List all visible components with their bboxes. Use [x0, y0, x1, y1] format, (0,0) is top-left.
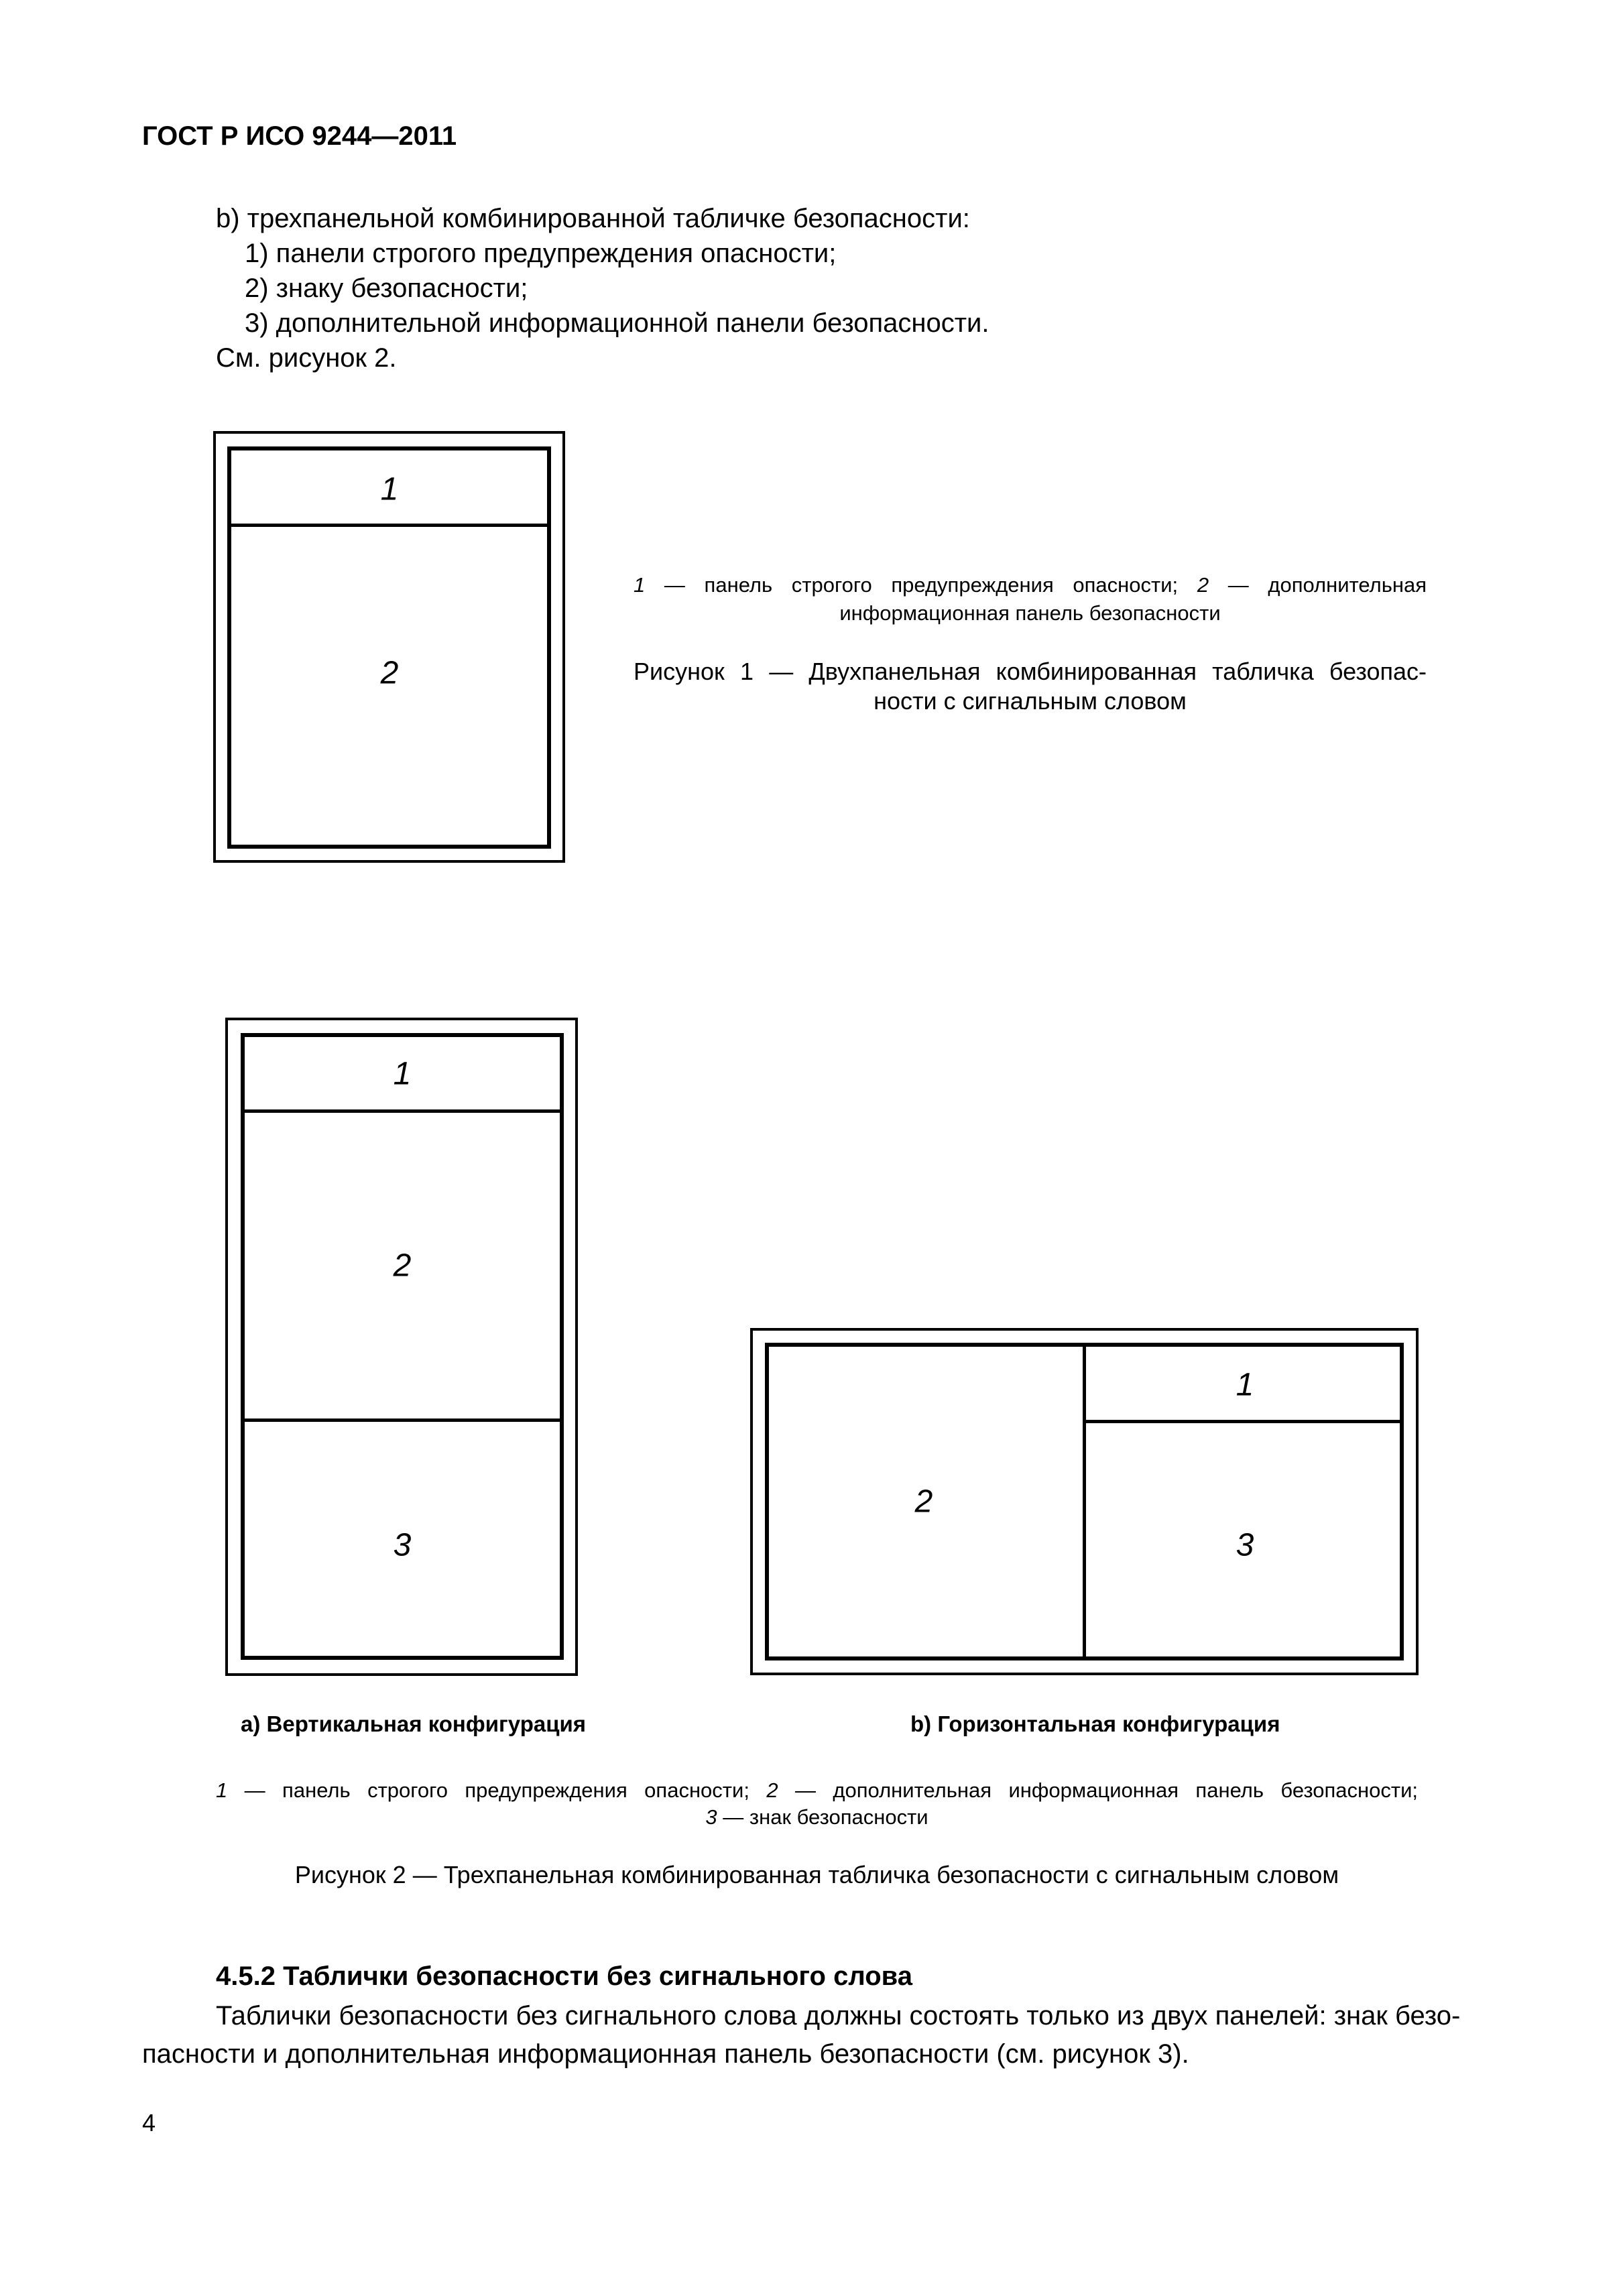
figure2-legend-num1: 1: [216, 1778, 228, 1802]
figure2-legend-text3: — знак безопасности: [717, 1805, 928, 1829]
section-paragraph-line1: Таблички безопасности без сигнального слова должны состоять только из двух панелей: знак безо-: [216, 2001, 1461, 2031]
figure1-panel-label-1: 1: [380, 471, 399, 507]
figure2a-inner-frame: [241, 1033, 564, 1660]
figure1-caption-line2: ности с сигнальным словом: [874, 687, 1187, 715]
figure2b-caption: b) Горизонтальная конфигурация: [910, 1711, 1280, 1736]
figure2-legend-text1: — панель строгого предупреждения опасности;: [227, 1778, 767, 1802]
figure1-panel-label-2: 2: [380, 655, 399, 691]
standard-header: ГОСТ Р ИСО 9244—2011: [142, 121, 457, 151]
section-title: 4.5.2 Таблички безопасности без сигнального слова: [216, 1961, 912, 1991]
figure1-legend-text1: — панель строгого предупреждения опасности;: [645, 573, 1197, 597]
figure2-legend-num2: 2: [766, 1778, 778, 1802]
figure2b-panel-label-3: 3: [1236, 1527, 1254, 1563]
figure2a-caption: а) Вертикальная конфигурация: [241, 1711, 587, 1736]
figure2b-horizontal-divider: [1083, 1420, 1404, 1423]
figure1-legend-line1: [634, 571, 1427, 599]
section-paragraph-line2: пасности и дополнительная информационная панель безопасности (см. рисунок 3).: [142, 2039, 1189, 2069]
figure2b-panel-label-1: 1: [1236, 1367, 1254, 1403]
figure1-legend-line2: информационная панель безопасности: [839, 601, 1221, 625]
figure2a-divider-1: [241, 1109, 564, 1113]
figure2-legend-line1: [216, 1776, 1418, 1805]
figure2a-divider-2: [241, 1418, 564, 1422]
figure1-caption-line1: Рисунок 1 — Двухпанельная комбинированная табличка безопас-: [634, 658, 1427, 685]
figure2a-panel-label-1: 1: [393, 1056, 412, 1092]
figure2b-vertical-divider: [1083, 1343, 1086, 1660]
figure2-legend-num3: 3: [705, 1805, 717, 1829]
figure1-legend-text2: — дополнительная: [1209, 573, 1427, 597]
figure2a-panel-label-2: 2: [393, 1248, 412, 1284]
figure2b-panel-label-2: 2: [914, 1484, 933, 1520]
list-item-b: b) трехпанельной комбинированной табличке безопасности:: [216, 204, 970, 233]
page-number: 4: [142, 2109, 156, 2136]
see-figure-ref: См. рисунок 2.: [216, 343, 397, 373]
figure1-legend-num1: 1: [634, 573, 646, 597]
figure2-legend-line2: [216, 1803, 1418, 1831]
figure2-legend-text2: — дополнительная информационная панель безопасности;: [778, 1778, 1419, 1802]
figure2-caption: Рисунок 2 — Трехпанельная комбинированная табличка безопасности с сигнальным словом: [294, 1861, 1339, 1888]
sub-item-3: 3) дополнительной информационной панели безопасности.: [245, 308, 989, 338]
sub-item-2: 2) знаку безопасности;: [245, 274, 528, 303]
figure2a-panel-label-3: 3: [393, 1527, 412, 1563]
figure1-divider: [227, 524, 551, 527]
sub-item-1: 1) панели строгого предупреждения опасности;: [245, 239, 837, 268]
figure1-legend-num2: 2: [1197, 573, 1209, 597]
